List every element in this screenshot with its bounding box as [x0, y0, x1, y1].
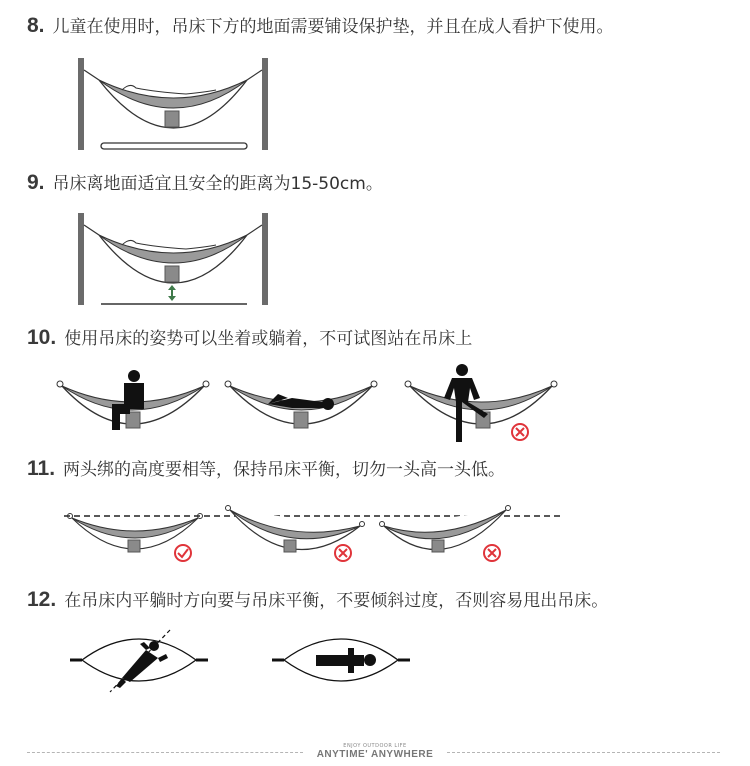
step-text: 使用吊床的姿势可以坐着或躺着，不可试图站在吊床上 — [64, 329, 473, 349]
step-text: 儿童在使用时，吊床下方的地面需要铺设保护垫，并且在成人看护下使用。 — [52, 17, 614, 37]
lying-direction-illustrations — [70, 624, 415, 696]
posture-illustrations — [52, 362, 562, 444]
sitting-posture — [57, 370, 209, 430]
hanging-height-illustrations — [62, 500, 567, 570]
cross-circle-icon — [335, 545, 351, 561]
cross-circle-icon — [512, 424, 528, 440]
step-text: 在吊床内平躺时方向要与吊床平衡，不要倾斜过度，否则容易甩出吊床。 — [64, 591, 609, 611]
step-number: 11. — [27, 457, 56, 480]
footer-brand: ANYTIME' ANYWHERE — [316, 749, 434, 760]
right-post — [262, 213, 268, 305]
step-9 — [27, 169, 383, 195]
step-12 — [27, 586, 608, 612]
left-post — [78, 58, 84, 150]
cross-circle-icon — [484, 545, 500, 561]
step-11 — [27, 455, 505, 481]
double-arrow-icon — [168, 285, 176, 301]
step-number: 12. — [27, 588, 57, 611]
step-text: 两头绑的高度要相等，保持吊床平衡，切勿一头高一头低。 — [63, 460, 506, 480]
step-10 — [27, 324, 472, 350]
step-text: 吊床离地面适宜且安全的距离为15-50cm。 — [52, 174, 383, 194]
hammock-with-mat-illustration — [74, 56, 274, 154]
footer-tagline: ENJOY OUTDOOR LIFE — [343, 743, 407, 749]
standing-posture — [405, 364, 557, 442]
check-circle-icon — [175, 545, 191, 561]
straight-lying-top-view — [272, 639, 410, 681]
step-number: 8. — [27, 14, 45, 37]
hammock-height-illustration — [74, 211, 274, 309]
lying-posture — [225, 381, 377, 428]
step-8 — [27, 12, 614, 38]
footer — [0, 740, 750, 766]
step-number: 10. — [27, 326, 57, 349]
protective-mat — [101, 143, 247, 149]
right-post — [262, 58, 268, 150]
diagonal-lying-top-view — [70, 630, 208, 692]
left-post — [78, 213, 84, 305]
step-number: 9. — [27, 171, 45, 194]
